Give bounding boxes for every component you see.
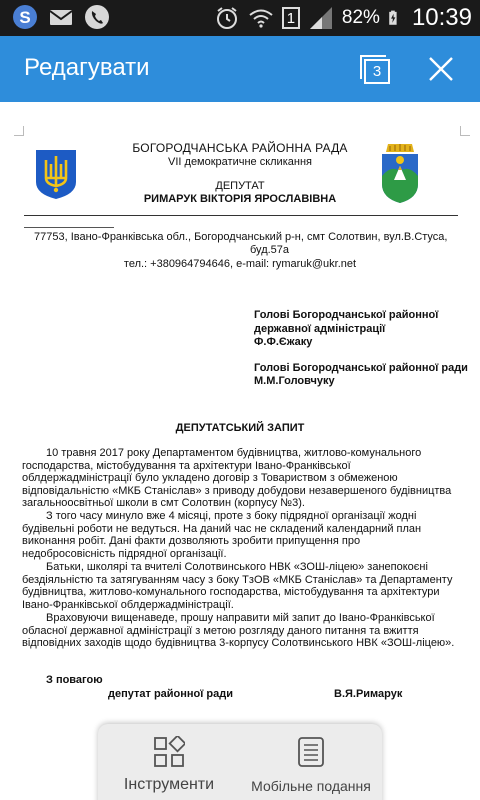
deputy-name: РИМАРУК ВІКТОРІЯ ЯРОСЛАВІВНА: [143, 193, 337, 205]
page-margin-mark: [460, 126, 470, 136]
paragraph-line: облдержадміністрації було укладено договір з Товариством з обмеженою: [22, 472, 398, 484]
wifi-icon: [248, 5, 274, 31]
paragraph-line: будівельні роботи не ведуться. На даний час не складений календарний план: [22, 522, 422, 535]
mail-icon: [48, 4, 74, 30]
paragraph-line: обласної державної адміністрації з метою розгляду даного питання та вжиття: [22, 624, 419, 637]
paragraph-line: Батьки, школярі та вчителі Солотвинського НВК «ЗОШ-ліцею» занепокоєні: [46, 561, 428, 573]
council-heading: БОГОРОДЧАНСЬКА РАЙОННА РАДА: [132, 141, 348, 155]
paragraph-3: [22, 561, 460, 611]
alarm-icon: [214, 5, 240, 31]
closing-position: депутат районної ради: [108, 688, 234, 700]
header-divider: [24, 215, 458, 216]
role-line: ДЕПУТАТ: [215, 180, 265, 192]
paragraph-line: будівництва, житлово-комунального господарства, містобудування та архітектури: [22, 586, 440, 598]
recipient-1-name: Ф.Ф.Єжаку: [254, 336, 313, 348]
phone-icon: [84, 4, 110, 30]
paragraph-line: Івано-Франківської облдержадміністрації.: [22, 598, 234, 611]
pages-button[interactable]: [360, 55, 392, 85]
address-line: 77753, Івано-Франківська обл., Богородчанський р-н, смт Солотвин, вул.В.Стуса,: [34, 231, 448, 243]
bottom-toolbar: [98, 724, 382, 800]
mobile-view-label: Мобільне подання: [251, 778, 371, 794]
paragraph-1: [22, 447, 460, 510]
app-bar: [0, 36, 480, 102]
recipient-2-name: М.М.Головчуку: [254, 375, 335, 387]
status-bar: [0, 0, 480, 36]
system-indicators: [214, 0, 472, 36]
paragraph-line: відповідальністю «МКБ Станіслав» з приводу добудови незавершеного будівництва: [22, 484, 452, 497]
battery-charging-icon: [388, 5, 404, 31]
clock: 10:39: [411, 4, 472, 31]
paragraph-4: [22, 612, 460, 650]
paragraph-line: 10 травня 2017 року Департаментом будівництва, житлово-комунального: [46, 447, 422, 459]
mobile-view-icon: [295, 736, 327, 768]
paragraph-line: Враховуючи вищенаведе, прошу направити мій запит до Івано-Франківської: [46, 612, 435, 624]
s-app-icon: [12, 4, 38, 30]
pages-count: 3: [364, 59, 390, 84]
tools-grid-icon: [153, 736, 185, 768]
recipient-1-line-1: Голові Богородчанської районної: [254, 309, 439, 321]
notification-icons: [12, 4, 110, 30]
address-building: буд.57а: [250, 244, 290, 256]
header-divider-short: [24, 227, 114, 228]
recipient-2-line-1: Голові Богородчанської районної ради: [254, 362, 468, 374]
page-margin-mark: [14, 126, 24, 136]
paragraph-line: З того часу минуло вже 4 місяці, проте з боку підрядної організації жодні: [46, 510, 417, 522]
document-title: ДЕПУТАТСЬКИЙ ЗАПИТ: [175, 422, 305, 434]
paragraph-line: недобросовісність підрядної організації.: [22, 547, 227, 560]
paragraph-line: загальноосвітньої школи в смт Солотвин (корпусу №3).: [22, 497, 305, 509]
recipient-1-line-2: державної адміністрації: [254, 323, 386, 335]
document-page[interactable]: [0, 102, 480, 800]
app-bar-title: Редагувати: [24, 54, 150, 81]
battery-percent: 82%: [341, 7, 380, 28]
tools-button[interactable]: [98, 724, 240, 800]
paragraph-line: бездіяльністю та затягуванням часу з боку ТзОВ «МКБ Станіслав» та Департаменту: [22, 573, 453, 586]
mobile-view-button[interactable]: [240, 724, 382, 800]
close-icon[interactable]: [428, 56, 454, 82]
signal-icon: [308, 5, 334, 31]
convocation-line: VІІ демократичне скликання: [168, 156, 312, 168]
paragraph-line: виконання робіт. Дані факти дозволяють зробити припущення про: [22, 535, 361, 547]
svg-text:S: S: [19, 8, 31, 27]
contacts-line: тел.: +380964794646, e-mail: rymaruk@ukr.net: [123, 258, 357, 270]
sim-slot-badge: 1: [282, 7, 300, 29]
paragraph-line: відповідних заходів щодо будівництва 3-корпусу Солотвинського НВК «ЗОШ-ліцею».: [22, 637, 455, 649]
tools-label: Інструменти: [123, 776, 215, 793]
closing-signature: В.Я.Римарук: [334, 688, 403, 700]
closing-regards: З повагою: [46, 674, 103, 686]
paragraph-line: господарства, містобудування та архітектури Івано-Франківської: [22, 459, 351, 472]
paragraph-2: [22, 510, 460, 560]
